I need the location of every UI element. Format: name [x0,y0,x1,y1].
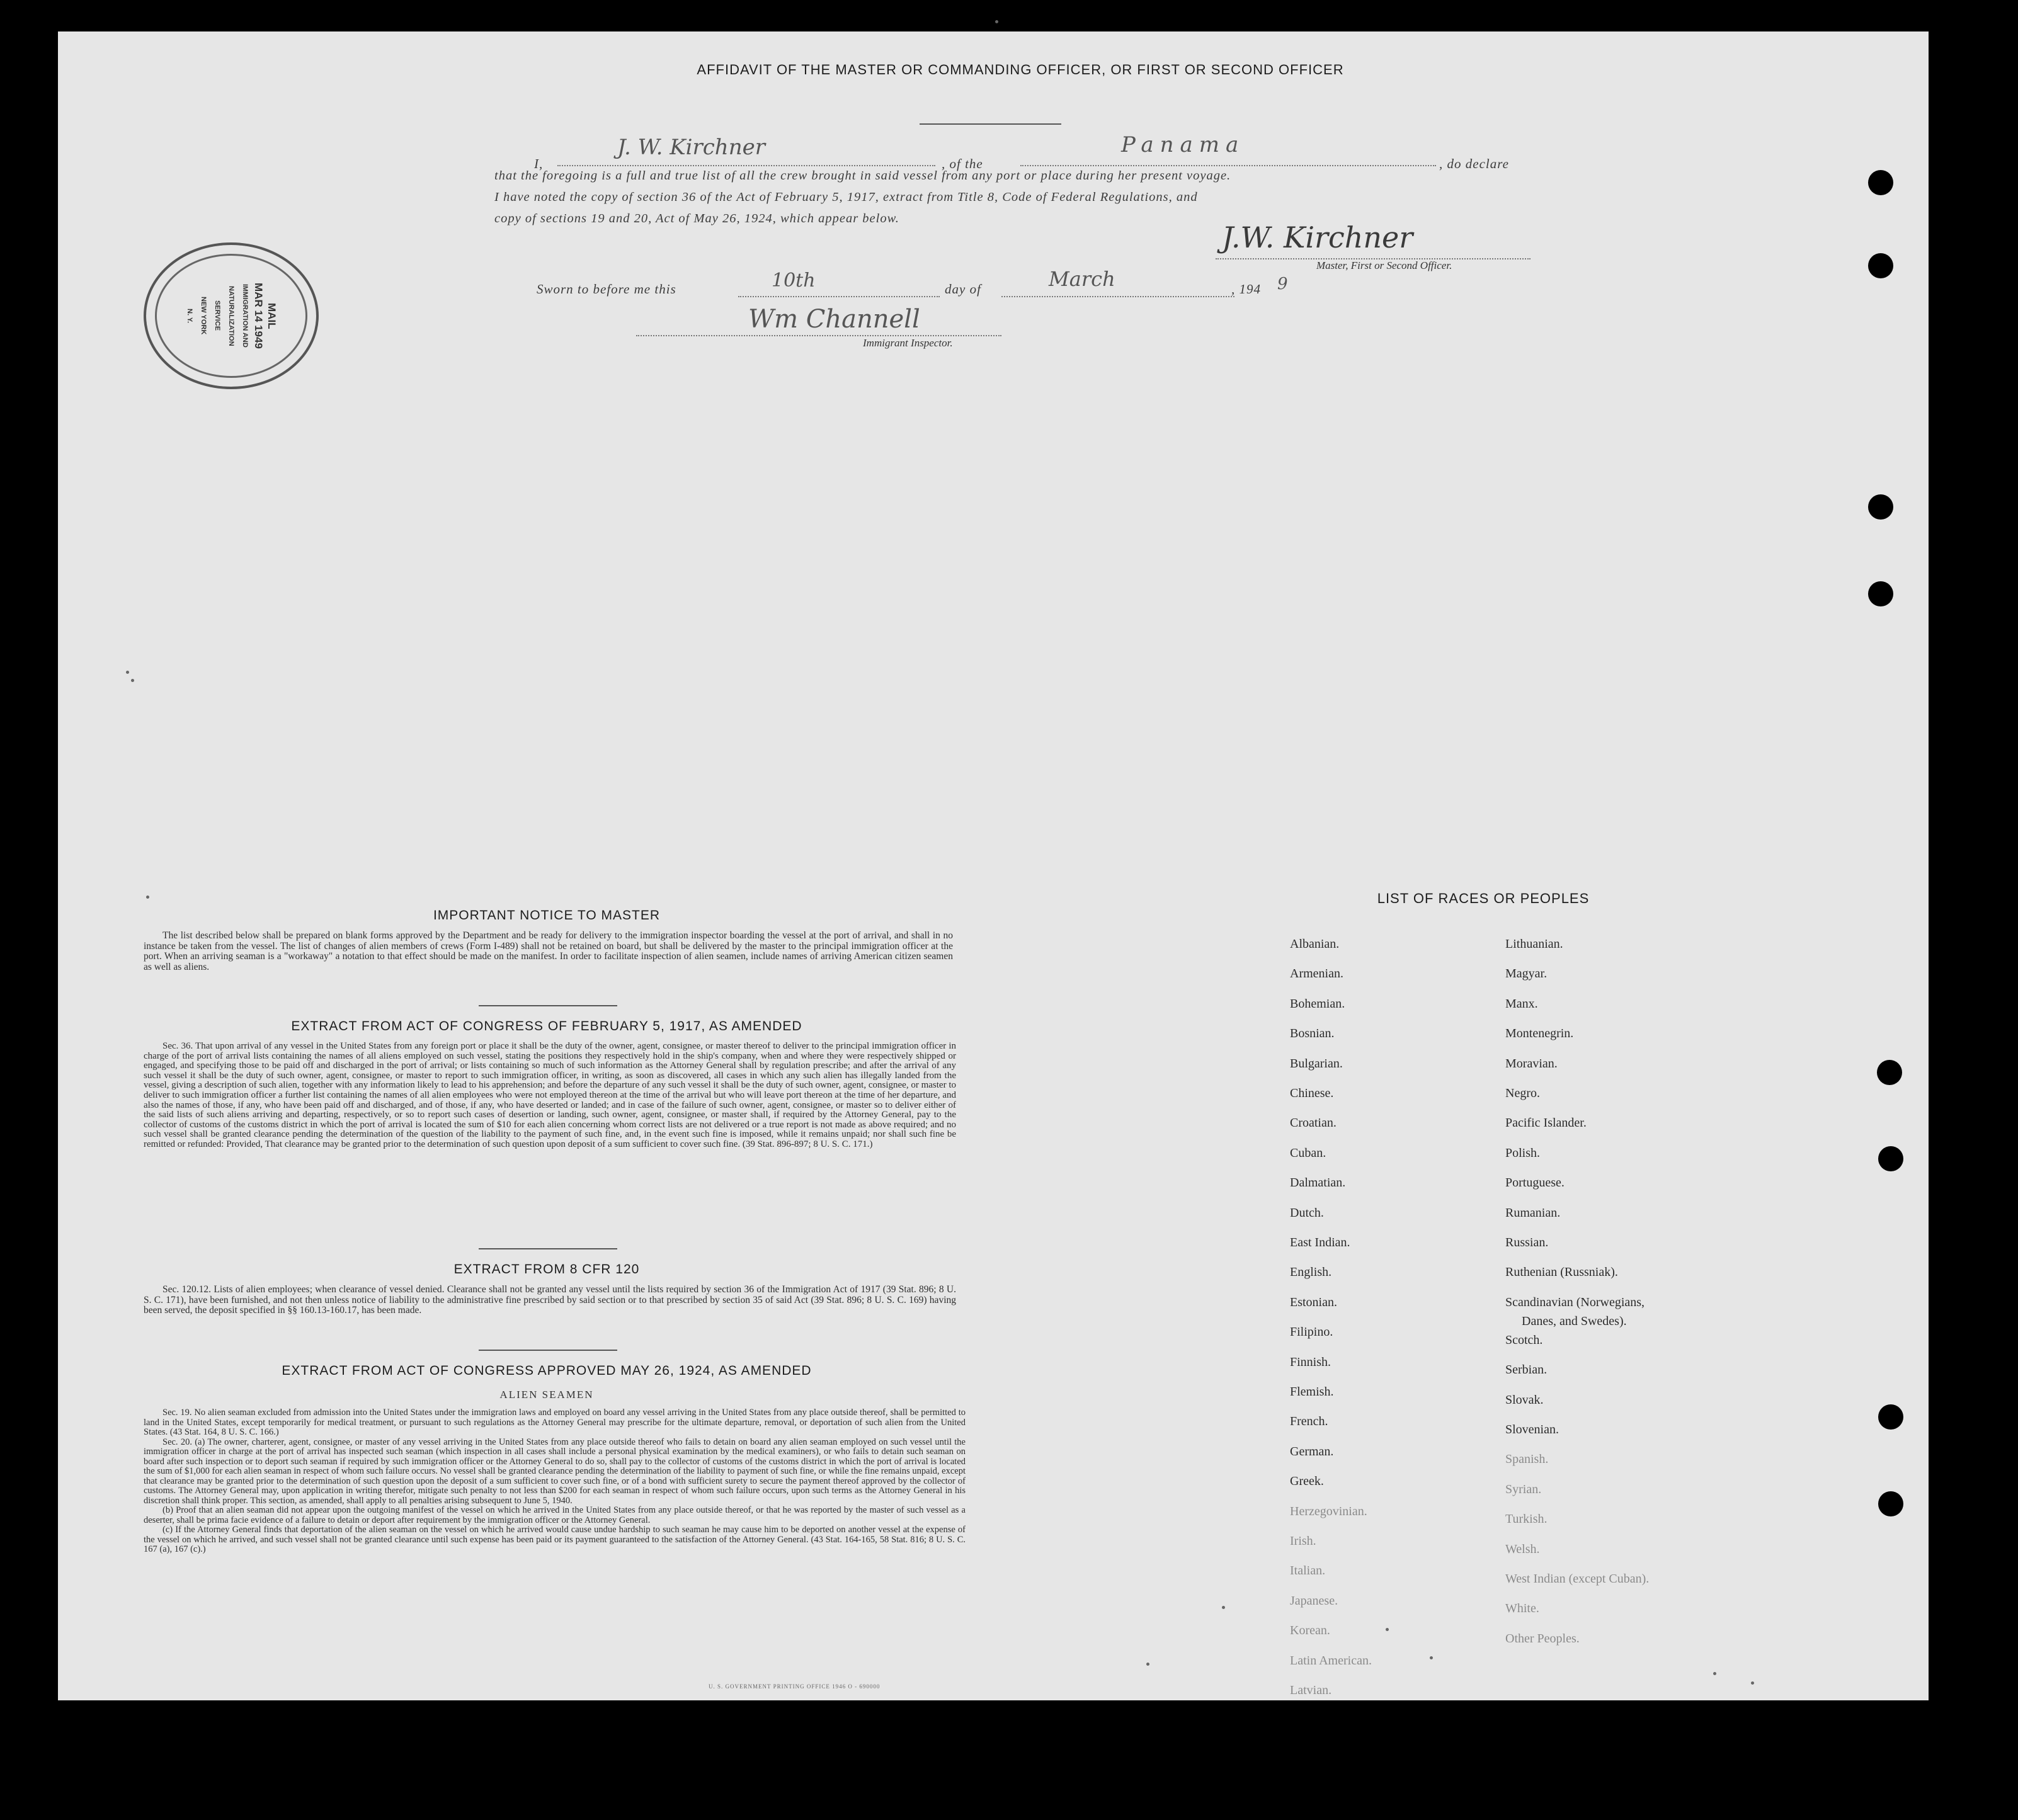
race-item: Ruthenian (Russniak). [1505,1265,1618,1280]
race-item: Herzegovinian. [1290,1504,1367,1518]
scan-speck [1222,1606,1225,1609]
race-item: Latvian. [1290,1683,1332,1697]
inspector-caption: Immigrant Inspector. [863,337,953,349]
extract-1917-title: EXTRACT FROM ACT OF CONGRESS OF FEBRUARY 5, 1917, AS AMENDED [291,1019,802,1033]
race-item: Lithuanian. [1505,937,1563,951]
race-item: Filipino. [1290,1325,1333,1339]
affidavit-title: AFFIDAVIT OF THE MASTER OR COMMANDING OFFICER, OR FIRST OR SECOND OFFICER [697,62,1344,77]
extract-1924-title: EXTRACT FROM ACT OF CONGRESS APPROVED MAY 26, 1924, AS AMENDED [282,1363,812,1378]
race-item: Turkish. [1505,1512,1548,1527]
race-item: Syrian. [1505,1482,1542,1496]
extract-1924-text [144,1408,966,1555]
race-item: English. [1290,1265,1332,1280]
affidavit-line-4: copy of sections 19 and 20, Act of May 26, 1924, which appear below. [494,212,899,225]
race-item: Portuguese. [1505,1176,1565,1190]
day-blank [738,296,940,297]
race-item: Scandinavian (Norwegians, [1505,1295,1645,1309]
race-item: Latin American. [1290,1653,1372,1668]
race-item: Korean. [1290,1624,1330,1638]
race-item: Manx. [1505,996,1538,1011]
scan-speck [131,679,134,682]
section-36-paragraph: Sec. 36. That upon arrival of any vessel in the United States from any foreign port or place it shall be the duty of the owner, agent, consignee, or master thereof to deliver to the principal immigration officer in charge of the port of arrival lists containing the names of all aliens employed on such vessel, stating the positions they respectively hold in the ship's company, when and where they were respectively shipped or engaged, and specifying those to be paid off and discharged in the port of arrival; or lists containing so much of such information as the Attorney General shall by regulation prescribe; and after the arrival of any such vessel it shall be the duty of such owner, agent, consignee, or master to report to such immigration officer, in writing, as soon as discovered, all cases in which any such alien has illegally landed from the vessel, giving a description of such alien, together with any information likely to lead to his apprehension; and before the departure of any such vessel it shall be the duty of such owner, agent, consignee, or master to deliver to such immigration officer a further list containing the names of all alien employees who were not employed thereon at the time of the arrival but who will leave port thereon at the time of her departure, and also the names of those, if any, who have been paid off and discharged, and of those, if any, who have deserted or landed; and in case of the failure of such owner, agent, consignee, or master so to deliver either of the said lists of such aliens arriving and departing, respectively, or so to report such cases of desertion or landing, such owner, agent, consignee, or master shall, if required by the Attorney General, pay to the collector of customs of the customs district in which the port of arrival is located the sum of $10 for each alien concerning whom correct lists are not delivered or a true report is not made as above required; and no such vessel shall be granted clearance pending the determination of the question of the liability to the payment of such fine, and, in the event such fine is imposed, while it remains unpaid; nor shall such fine be remitted or refunded: Provided, That clearance may be granted prior to the determination of such question upon deposit of a sum sufficient to cover such fine. (39 Stat. 896-897; 8 U. S. C. 171.) [144,1041,956,1149]
affidavit-i: I, [534,156,544,171]
alien-seamen-subtitle: ALIEN SEAMEN [499,1389,594,1401]
day-handwritten: 10th [772,270,816,292]
affidavit-line-2: that the foregoing is a full and true list of all the crew brought in said vessel from any port or place during her present voyage. [494,169,1231,183]
race-item: Danes, and Swedes). [1522,1314,1627,1328]
day-of-label: day of [945,282,981,297]
affidavit-do-declare: , do declare [1439,156,1509,171]
race-item: Estonian. [1290,1295,1337,1309]
race-item: Armenian. [1290,967,1343,981]
punch-hole [1868,581,1893,606]
race-item: German. [1290,1444,1334,1459]
title-divider [920,123,1061,125]
notice-title: IMPORTANT NOTICE TO MASTER [433,908,661,923]
race-item: French. [1290,1414,1328,1429]
race-item: Pacific Islander. [1505,1116,1587,1130]
stamp-text [184,264,278,368]
scan-speck [1430,1656,1433,1659]
race-item: Italian. [1290,1564,1326,1578]
scan-speck [1713,1672,1716,1675]
race-item: Bohemian. [1290,996,1345,1011]
race-item: Greek. [1290,1474,1324,1489]
race-item: Russian. [1505,1236,1549,1249]
section-20a-paragraph: Sec. 20. (a) The owner, charterer, agent, consignee, or master of any vessel arriving in the United States from any place outside thereof who fails to detain on board any alien seaman employed on such vessel until the immigration officer in charge at the port of arrival has inspected such seaman (which inspection in all cases shall include a personal physical examination by the medical examiners), or who fails to detain such seaman on board after such inspection or to deport such seaman if required by such immigration officer or the Attorney General to do so, shall pay to the collector of customs of the customs district in which the port of arrival is located the sum of $1,000 for each alien seaman in respect of whom such failure occurs. No vessel shall be granted clearance pending the determination of the liability to payment of such fine, or while the fine remains unpaid, except that clearance may be granted prior to the determination of such question upon the deposit of a sum sufficient to cover such fine, or of a bond with sufficient surety to secure the payment thereof approved by the collector of customs. The Attorney General may, upon application in writing therefor, mitigate such penalty to not less than $200 for each seaman in respect of whom such failure occurs, upon such terms as the Attorney General in his discretion shall think proper. This section, as amended, shall apply to all penalties arising subsequent to June 5, 1940. [144,1436,966,1506]
stamp-date: MAR 14 1949 [253,283,265,349]
section-divider [479,1248,617,1249]
notice-paragraph: The list described below shall be prepared on blank forms approved by the Department and be ready for delivery to the immigration inspector boarding the vessel at the port of arrival, and shall in no instance be taken from the vessel. The list of changes of alien members of crews (Form I-489) shall not be retained on board, but shall be delivered by the master to the principal immigration officer at the port. When an arriving seaman is a "workaway" a notation to that effect should be made on the manifest. In order to facilitate inspection of alien seamen, include names of arriving American citizen seamen as well as aliens. [144,930,953,972]
inspector-line [636,335,1001,336]
scan-speck [126,671,129,674]
race-item: Negro. [1505,1086,1540,1100]
race-item: Slovak. [1505,1392,1544,1407]
punch-hole [1868,494,1893,520]
scan-speck [1386,1628,1389,1631]
punch-hole [1868,170,1893,195]
notice-text [144,931,953,972]
punch-hole [1868,253,1893,278]
race-item: Dalmatian. [1290,1176,1346,1190]
scan-speck [1146,1663,1149,1666]
race-item: Spanish. [1505,1452,1549,1467]
race-item: Slovenian. [1505,1423,1559,1436]
race-item: Dutch. [1290,1205,1324,1220]
race-item: Japanese. [1290,1593,1338,1608]
race-item: Cuban. [1290,1146,1326,1160]
race-item: East Indian. [1290,1236,1350,1249]
race-item: White. [1505,1601,1539,1616]
section-divider [479,1005,617,1006]
race-item: Bosnian. [1290,1027,1335,1041]
extract-cfr-title: EXTRACT FROM 8 CFR 120 [453,1262,640,1277]
affidavit-of-the: , of the [942,156,983,171]
stamp-line: IMMIGRATION AND [241,284,249,348]
scan-speck [995,20,998,23]
scan-speck [1751,1681,1754,1685]
name-blank [557,165,935,166]
race-item: Magyar. [1505,967,1548,981]
stamp-line: NEW YORK [200,297,207,335]
races-title: LIST OF RACES OR PEOPLES [1377,890,1590,906]
extract-1917-text [144,1042,956,1150]
affidavit-line-3: I have noted the copy of section 36 of the Act of February 5, 1917, extract from Title 8, Code of Federal Regulations, and [494,190,1198,204]
race-item: Other Peoples. [1505,1631,1580,1646]
vessel-blank [1020,165,1436,166]
punch-hole [1878,1146,1903,1171]
race-item: Rumanian. [1505,1205,1561,1220]
race-item: Finnish. [1290,1355,1331,1369]
section-20b-paragraph: (b) Proof that an alien seaman did not appear upon the outgoing manifest of the vessel on which he arrived in the United States from any place outside thereof, or that he was reported by the master of such vessel as a deserter, shall be prima facie evidence of a failure to detain or deport after requirement by the immigration officer or the Attorney General. [144,1505,966,1525]
year-handwritten: 9 [1277,275,1288,293]
race-item: Montenegrin. [1505,1027,1574,1041]
section-divider [479,1350,617,1351]
punch-hole [1878,1491,1903,1516]
stamp-line: NATURALIZATION [227,285,235,346]
master-name-handwritten: J. W. Kirchner [617,135,765,160]
stamp-line: N. Y. [186,308,193,324]
month-blank [1001,296,1234,297]
month-handwritten: March [1049,267,1115,291]
stamp-line: MAIL [266,302,278,329]
race-item: West Indian (except Cuban). [1505,1572,1650,1586]
master-caption: Master, First or Second Officer. [1316,259,1452,271]
race-item: Scotch. [1505,1333,1543,1347]
scan-speck [146,896,149,899]
race-item: Polish. [1505,1146,1541,1160]
vessel-name-handwritten: Panama [1121,132,1245,157]
section-20c-paragraph: (c) If the Attorney General finds that deportation of the alien seaman on the vessel on which he arrived would cause undue hardship to such seaman he may cause him to be deported on another vessel at the expense of the vessel on which he arrived, and such vessel shall not be granted clearance until such expense has been paid or its payment guaranteed to the satisfaction of the Attorney General. (43 Stat. 164-165, 58 Stat. 816; 8 U. S. C. 167 (a), 167 (c).) [144,1525,966,1554]
punch-hole [1878,1404,1903,1430]
inspector-signature: Wm Channell [748,305,920,334]
section-120-12-paragraph: Sec. 120.12. Lists of alien employees; when clearance of vessel denied. Clearance shall not be granted any vessel until the lists required by section 36 of the Immigration Act of 1917 (39 Stat. 896; 8 U. S. C. 171), have been furnished, and not then unless notice of liability to the administrative fine prescribed by said section or to that prescribed by section 35 of said Act (39 Stat. 896; 8 U. S. C. 169) having been served, the deposit specified in §§ 160.13-160.17, has been made. [144,1284,956,1316]
extract-cfr-text [144,1285,956,1316]
race-item: Moravian. [1505,1056,1558,1071]
race-item: Albanian. [1290,937,1340,951]
race-item: Croatian. [1290,1116,1337,1130]
stamp-line: SERVICE [214,300,221,331]
race-item: Flemish. [1290,1385,1334,1399]
race-item: Irish. [1290,1534,1316,1548]
sworn-label: Sworn to before me this [537,282,676,297]
race-item: Welsh. [1505,1542,1540,1556]
race-item: Serbian. [1505,1363,1548,1377]
gpo-footer: U. S. GOVERNMENT PRINTING OFFICE 1946 O - 690000 [709,1683,881,1690]
section-19-paragraph: Sec. 19. No alien seaman excluded from admission into the United States under the immigration laws and employed on board any vessel arriving in the United States from any place outside thereof, shall be permitted to land in the United States, except temporarily for medical treatment, or pursuant to such regulations as the Attorney General may prescribe for the ultimate departure, removal, or deportation of such alien from the United States. (43 Stat. 164, 8 U. S. C. 166.) [144,1408,966,1437]
master-signature: J.W. Kirchner [1222,220,1413,254]
mail-date-stamp [144,242,319,389]
year-prefix: , 194 [1231,282,1261,297]
race-item: Bulgarian. [1290,1056,1343,1071]
punch-hole [1877,1060,1902,1085]
race-item: Chinese. [1290,1086,1334,1100]
